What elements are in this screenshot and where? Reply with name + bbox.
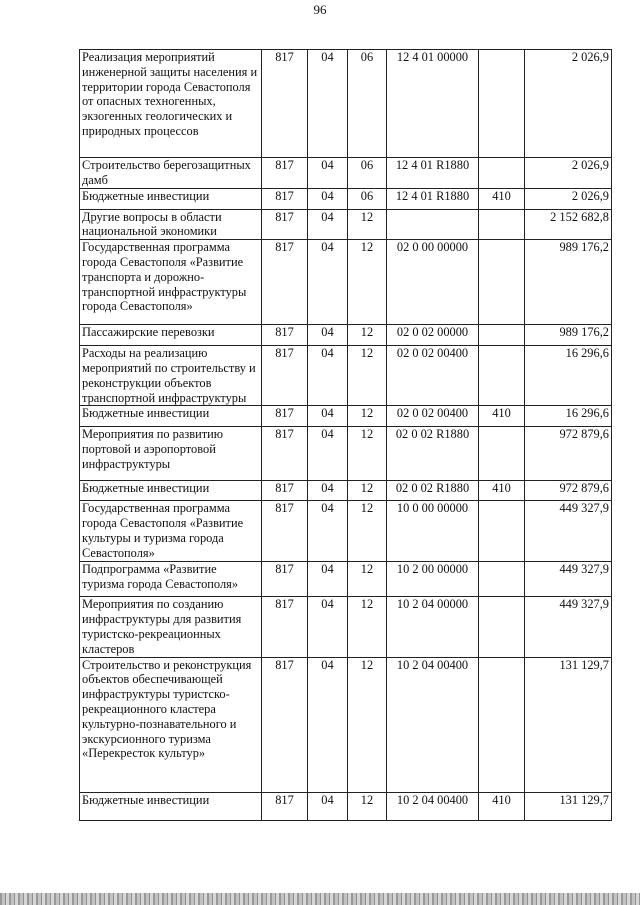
row-pr: 06 — [348, 50, 387, 158]
row-vr — [479, 209, 525, 240]
row-vr — [479, 501, 525, 562]
row-csr — [387, 209, 479, 240]
budget-table — [79, 49, 612, 821]
table-row — [80, 188, 612, 209]
row-vr — [479, 562, 525, 597]
row-vr — [479, 427, 525, 481]
row-ved: 817 — [262, 562, 308, 597]
row-ved: 817 — [262, 427, 308, 481]
row-rz: 04 — [308, 501, 348, 562]
table-row — [80, 657, 612, 792]
row-name: Мероприятия по созданию инфраструктуры для развития туристско-рекреационных кластеров — [80, 597, 262, 657]
table-row — [80, 562, 612, 597]
row-pr: 12 — [348, 597, 387, 657]
row-rz: 04 — [308, 240, 348, 325]
row-rz: 04 — [308, 188, 348, 209]
row-pr: 12 — [348, 325, 387, 346]
row-rz: 04 — [308, 562, 348, 597]
row-name: Бюджетные инвестиции — [80, 481, 262, 501]
row-csr: 12 4 01 R1880 — [387, 158, 479, 189]
row-sum: 2 152 682,8 — [525, 209, 612, 240]
row-vr: 410 — [479, 481, 525, 501]
row-vr: 410 — [479, 406, 525, 427]
row-ved: 817 — [262, 240, 308, 325]
row-ved: 817 — [262, 406, 308, 427]
table-body — [80, 50, 612, 821]
row-name: Другие вопросы в области национальной экономики — [80, 209, 262, 240]
row-vr — [479, 346, 525, 406]
table-row — [80, 209, 612, 240]
row-ved: 817 — [262, 501, 308, 562]
row-csr: 02 0 00 00000 — [387, 240, 479, 325]
table-row — [80, 481, 612, 501]
row-vr — [479, 50, 525, 158]
row-rz: 04 — [308, 792, 348, 820]
row-vr — [479, 325, 525, 346]
table-row — [80, 325, 612, 346]
row-rz: 04 — [308, 427, 348, 481]
row-name: Строительство берегозащитных дамб — [80, 158, 262, 189]
table-row — [80, 346, 612, 406]
row-name: Бюджетные инвестиции — [80, 188, 262, 209]
row-pr: 12 — [348, 657, 387, 792]
row-csr: 02 0 02 R1880 — [387, 427, 479, 481]
row-csr: 10 2 04 00000 — [387, 597, 479, 657]
row-csr: 02 0 02 R1880 — [387, 481, 479, 501]
row-vr — [479, 657, 525, 792]
row-name: Государственная программа города Севастополя «Развитие транспорта и дорожно-транспортной инфраструктуры города Севастополя» — [80, 240, 262, 325]
row-vr: 410 — [479, 792, 525, 820]
row-name: Пассажирские перевозки — [80, 325, 262, 346]
row-name: Подпрограмма «Развитие туризма города Севастополя» — [80, 562, 262, 597]
row-csr: 02 0 02 00400 — [387, 406, 479, 427]
row-csr: 10 2 04 00400 — [387, 657, 479, 792]
row-rz: 04 — [308, 481, 348, 501]
row-sum: 449 327,9 — [525, 501, 612, 562]
row-ved: 817 — [262, 158, 308, 189]
row-rz: 04 — [308, 325, 348, 346]
row-sum: 2 026,9 — [525, 158, 612, 189]
row-csr: 02 0 02 00400 — [387, 346, 479, 406]
row-pr: 12 — [348, 792, 387, 820]
row-vr — [479, 240, 525, 325]
row-pr: 12 — [348, 209, 387, 240]
row-name: Мероприятия по развитию портовой и аэропортовой инфраструктуры — [80, 427, 262, 481]
row-name: Государственная программа города Севастополя «Развитие культуры и туризма города Севастополя» — [80, 501, 262, 562]
row-sum: 2 026,9 — [525, 188, 612, 209]
row-ved: 817 — [262, 188, 308, 209]
row-pr: 12 — [348, 427, 387, 481]
table-row — [80, 792, 612, 820]
row-csr: 10 0 00 00000 — [387, 501, 479, 562]
row-ved: 817 — [262, 209, 308, 240]
row-pr: 12 — [348, 562, 387, 597]
row-rz: 04 — [308, 158, 348, 189]
row-name: Бюджетные инвестиции — [80, 792, 262, 820]
row-vr: 410 — [479, 188, 525, 209]
table-row — [80, 50, 612, 158]
row-name: Бюджетные инвестиции — [80, 406, 262, 427]
table-row — [80, 158, 612, 189]
row-ved: 817 — [262, 346, 308, 406]
row-sum: 972 879,6 — [525, 427, 612, 481]
row-ved: 817 — [262, 50, 308, 158]
row-rz: 04 — [308, 346, 348, 406]
table-row — [80, 427, 612, 481]
row-pr: 12 — [348, 406, 387, 427]
row-pr: 12 — [348, 501, 387, 562]
row-sum: 2 026,9 — [525, 50, 612, 158]
row-pr: 06 — [348, 158, 387, 189]
row-sum: 131 129,7 — [525, 657, 612, 792]
row-ved: 817 — [262, 597, 308, 657]
row-ved: 817 — [262, 325, 308, 346]
row-rz: 04 — [308, 657, 348, 792]
row-pr: 12 — [348, 346, 387, 406]
row-sum: 449 327,9 — [525, 597, 612, 657]
row-name: Реализация мероприятий инженерной защиты населения и территории города Севастополя от опасных техногенных, экзогенных геологических и природных процессов — [80, 50, 262, 158]
row-rz: 04 — [308, 50, 348, 158]
row-name: Расходы на реализацию мероприятий по строительству и реконструкции объектов транспортной инфраструктуры — [80, 346, 262, 406]
row-ved: 817 — [262, 657, 308, 792]
row-rz: 04 — [308, 406, 348, 427]
row-sum: 449 327,9 — [525, 562, 612, 597]
row-ved: 817 — [262, 792, 308, 820]
table-row — [80, 240, 612, 325]
row-rz: 04 — [308, 209, 348, 240]
row-csr: 02 0 02 00000 — [387, 325, 479, 346]
row-vr — [479, 158, 525, 189]
table-row — [80, 501, 612, 562]
row-csr: 12 4 01 00000 — [387, 50, 479, 158]
row-vr — [479, 597, 525, 657]
row-pr: 12 — [348, 240, 387, 325]
table-row — [80, 597, 612, 657]
scan-edge — [0, 893, 640, 905]
page-number: 96 — [313, 2, 327, 17]
row-sum: 989 176,2 — [525, 240, 612, 325]
row-csr: 10 2 00 00000 — [387, 562, 479, 597]
row-sum: 16 296,6 — [525, 346, 612, 406]
table-row — [80, 406, 612, 427]
row-sum: 989 176,2 — [525, 325, 612, 346]
row-ved: 817 — [262, 481, 308, 501]
row-rz: 04 — [308, 597, 348, 657]
row-sum: 131 129,7 — [525, 792, 612, 820]
row-csr: 10 2 04 00400 — [387, 792, 479, 820]
row-csr: 12 4 01 R1880 — [387, 188, 479, 209]
row-sum: 16 296,6 — [525, 406, 612, 427]
row-pr: 06 — [348, 188, 387, 209]
row-name: Строительство и реконструкция объектов обеспечивающей инфраструктуры туристско-рекреационного кластера культурно-познавательного и экскурсионного туризма «Перекресток культур» — [80, 657, 262, 792]
row-pr: 12 — [348, 481, 387, 501]
row-sum: 972 879,6 — [525, 481, 612, 501]
